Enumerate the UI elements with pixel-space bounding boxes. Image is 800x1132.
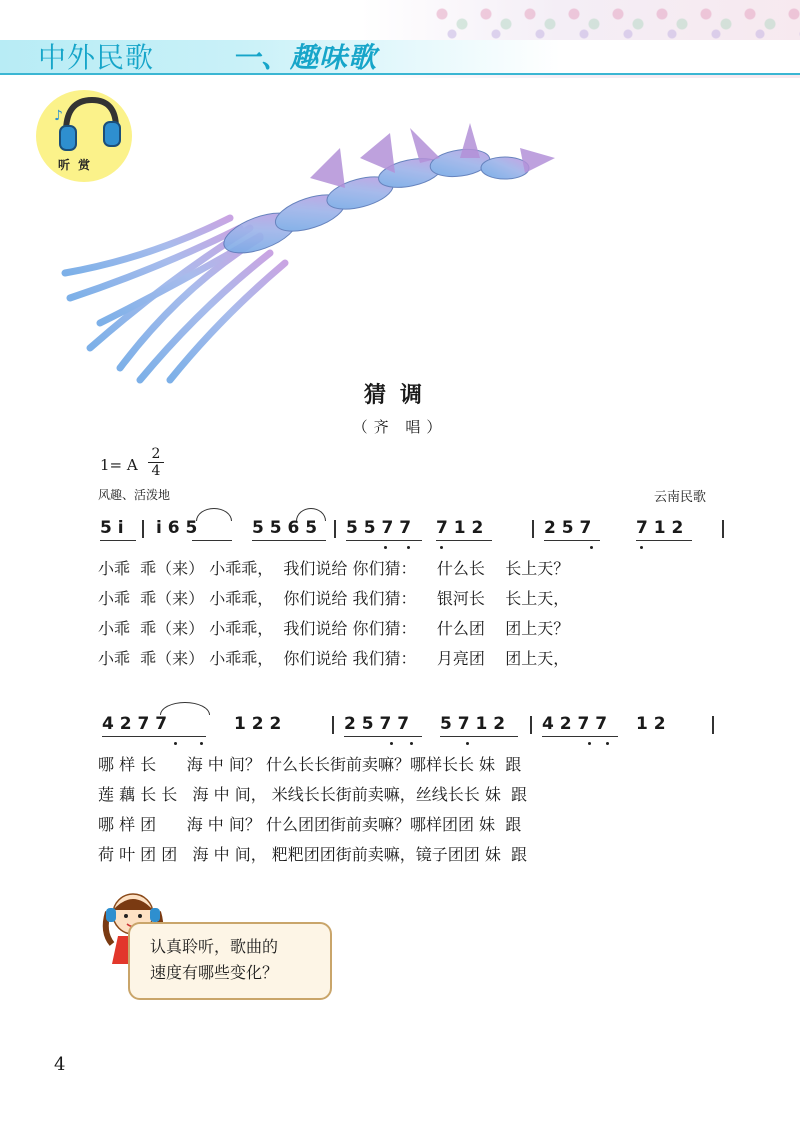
lyric-line: 莲 藕 长 长 海 中 间， 米线长长街前卖嘛，丝线长长 妹 跟 (98, 785, 528, 804)
lyric-line: 哪 样 团 海 中 间？ 什么团团街前卖嘛？哪样团团 妹 跟 (98, 815, 522, 834)
key-signature: 1= A (100, 456, 138, 474)
barline (722, 520, 724, 538)
barline (712, 716, 714, 734)
measure-1-6: 2 5 7 (544, 518, 592, 538)
barline (332, 716, 334, 734)
measure-2-3: 2 5 7 7 (344, 714, 410, 734)
lyric-line: 小乖 乖（来） 小乖乖， 我们说给 你们猜： 什么长 长上天？ (98, 559, 570, 578)
barline (532, 520, 534, 538)
measure-1-2: i 6 5 (156, 518, 198, 538)
song-title: 猜调 (363, 383, 436, 408)
tempo-marking: 风趣、活泼地 (98, 488, 171, 502)
measure-2-2: 1 2 2 (234, 714, 282, 734)
beam (346, 540, 422, 541)
song-origin: 云南民歌 (654, 490, 707, 505)
barline (334, 520, 336, 538)
song-subtitle: （齐 唱） (352, 418, 448, 436)
meter-numerator: 2 (151, 446, 161, 462)
octave-dot (174, 742, 177, 745)
lyric-line: 哪 样 长 海 中 间？ 什么长长街前卖嘛？哪样长长 妹 跟 (98, 755, 522, 774)
octave-dot (640, 546, 643, 549)
beam (542, 736, 618, 737)
bubble-line-2: 速度有哪些变化？ (150, 963, 279, 982)
measure-1-4: 5 5 7 7 (346, 518, 412, 538)
beam (636, 540, 692, 541)
octave-dot (466, 742, 469, 745)
octave-dot (390, 742, 393, 745)
bubble-text (150, 934, 278, 986)
measure-2-4: 5 7 1 2 (440, 714, 506, 734)
measure-1-5: 7 1 2 (436, 518, 484, 538)
beam (544, 540, 600, 541)
measure-2-5: 4 2 7 7 (542, 714, 608, 734)
badge-label: 听赏 (58, 158, 99, 172)
beam (102, 736, 206, 737)
measure-2-1: 4 2 7 7 (102, 714, 168, 734)
svg-text:♪: ♪ (54, 108, 63, 124)
octave-dot (606, 742, 609, 745)
birds-illustration (60, 118, 560, 388)
measure-1-1: 5 i (100, 518, 124, 538)
tie (296, 508, 326, 521)
octave-dot (588, 742, 591, 745)
octave-dot (410, 742, 413, 745)
beam (252, 540, 326, 541)
bubble-line-1: 认真聆听，歌曲的 (150, 937, 279, 956)
measure-2-6: 1 2 (636, 714, 666, 734)
lyric-line: 小乖 乖（来） 小乖乖， 我们说给 你们猜： 什么团 团上天？ (98, 619, 570, 638)
octave-dot (200, 742, 203, 745)
octave-dot (384, 546, 387, 549)
octave-dot (590, 546, 593, 549)
meter-denominator: 4 (151, 463, 161, 479)
lyric-line: 小乖 乖（来） 小乖乖， 你们说给 我们猜： 月亮团 团上天， (98, 649, 570, 668)
unit-title: 一、趣味歌 (232, 41, 378, 74)
header-pattern-decoration (430, 0, 800, 42)
lyric-line: 荷 叶 团 团 海 中 间， 粑粑团团街前卖嘛，镜子团团 妹 跟 (98, 845, 528, 864)
barline (142, 520, 144, 538)
measure-1-7: 7 1 2 (636, 518, 684, 538)
measure-1-3: 5 5 6 5 (252, 518, 318, 538)
tie (160, 702, 210, 715)
octave-dot (440, 546, 443, 549)
beam (192, 540, 232, 541)
beam (440, 736, 518, 737)
beam (436, 540, 492, 541)
series-title: 中外民歌 (38, 41, 155, 74)
page-number: 4 (54, 1054, 66, 1075)
barline (530, 716, 532, 734)
beam (100, 540, 136, 541)
octave-dot (407, 546, 410, 549)
beam (344, 736, 422, 737)
lyric-line: 小乖 乖（来） 小乖乖， 你们说给 我们猜： 银河长 长上天， (98, 589, 570, 608)
time-signature (146, 446, 166, 479)
tie (196, 508, 232, 521)
